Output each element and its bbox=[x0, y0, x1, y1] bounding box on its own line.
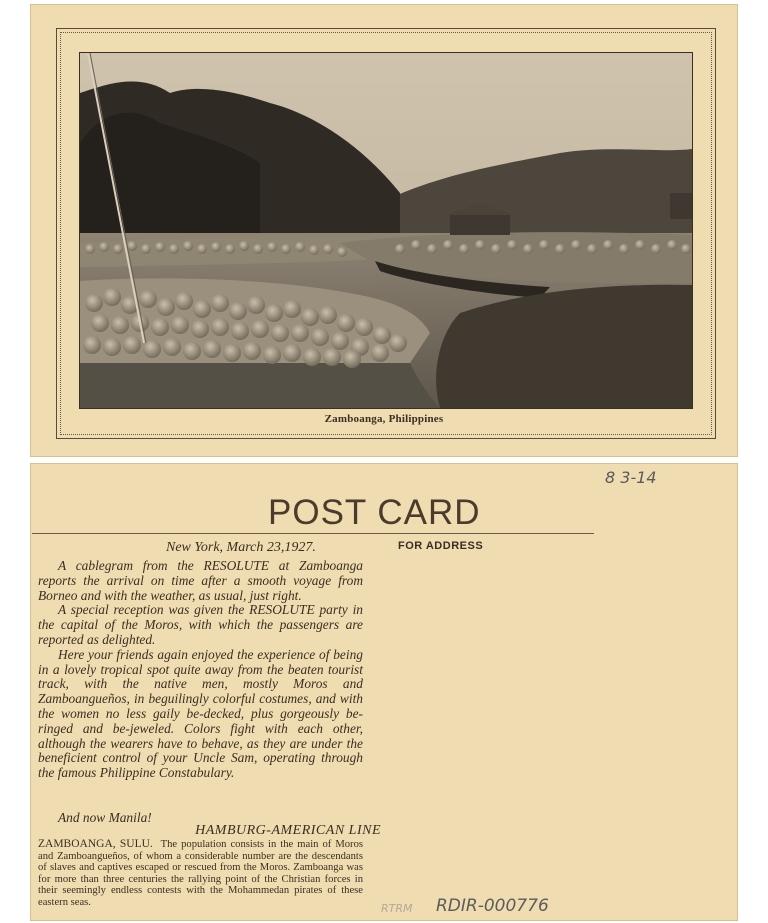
message-paragraph: A cablegram from the RESOLUTE at Zamboanga reports the arrival on time after a smooth voyage from Borneo and with the weather, as usual, just right. bbox=[38, 558, 363, 603]
postcard-back bbox=[30, 463, 738, 921]
closing-line: And now Manila! bbox=[58, 810, 152, 825]
message-paragraph: A special reception was given the RESOLUTE party in the capital of the Moros, with which the passengers are reported as delighted. bbox=[38, 602, 363, 647]
for-address-label: FOR ADDRESS bbox=[398, 540, 484, 552]
note-heading: ZAMBOANGA, SULU. bbox=[38, 838, 153, 850]
message-paragraph: Here your friends again enjoyed the experience of being in a lovely tropical spot quite away from the beaten tourist track, with the native men, mostly Moros and Zamboangueños, in beguilingly colorful costumes, and with the women no less gaily be-decked, plus gorgeously be-ringed and be-jeweled. Colors fight with each other, although the wearers have to behave, as they are under the beneficient control of your Uncle Sam, operating through the famous Philippine Constabulary. bbox=[38, 646, 363, 781]
note-body: The population consists in the main of Moros and Zamboangueños, of whom a considerable number are the descendants of slaves and captives escaped or rescued from the Moros. Zamboanga was for more than three centuries the rallying point of the Christian forces in their seemingly endless contests with the Mohammedan pirates of these eastern seas. bbox=[38, 839, 363, 908]
signature-line: HAMBURG-AMERICAN LINE bbox=[195, 823, 381, 838]
message-body bbox=[38, 559, 363, 781]
dateline: New York, March 23,1927. bbox=[166, 540, 316, 555]
sepia-photograph bbox=[79, 52, 693, 409]
photo-caption: Zamboanga, Philippines bbox=[324, 413, 444, 425]
postcard-front bbox=[30, 4, 738, 457]
handwritten-catalog-id: RDIR-000776 bbox=[436, 896, 549, 916]
zamboanga-note bbox=[38, 839, 363, 909]
post-card-title: POST CARD bbox=[268, 493, 481, 532]
title-rule bbox=[32, 533, 594, 534]
handwritten-reference: 8 3-14 bbox=[605, 468, 657, 487]
faint-handwritten-mark: RTRM bbox=[381, 902, 413, 915]
